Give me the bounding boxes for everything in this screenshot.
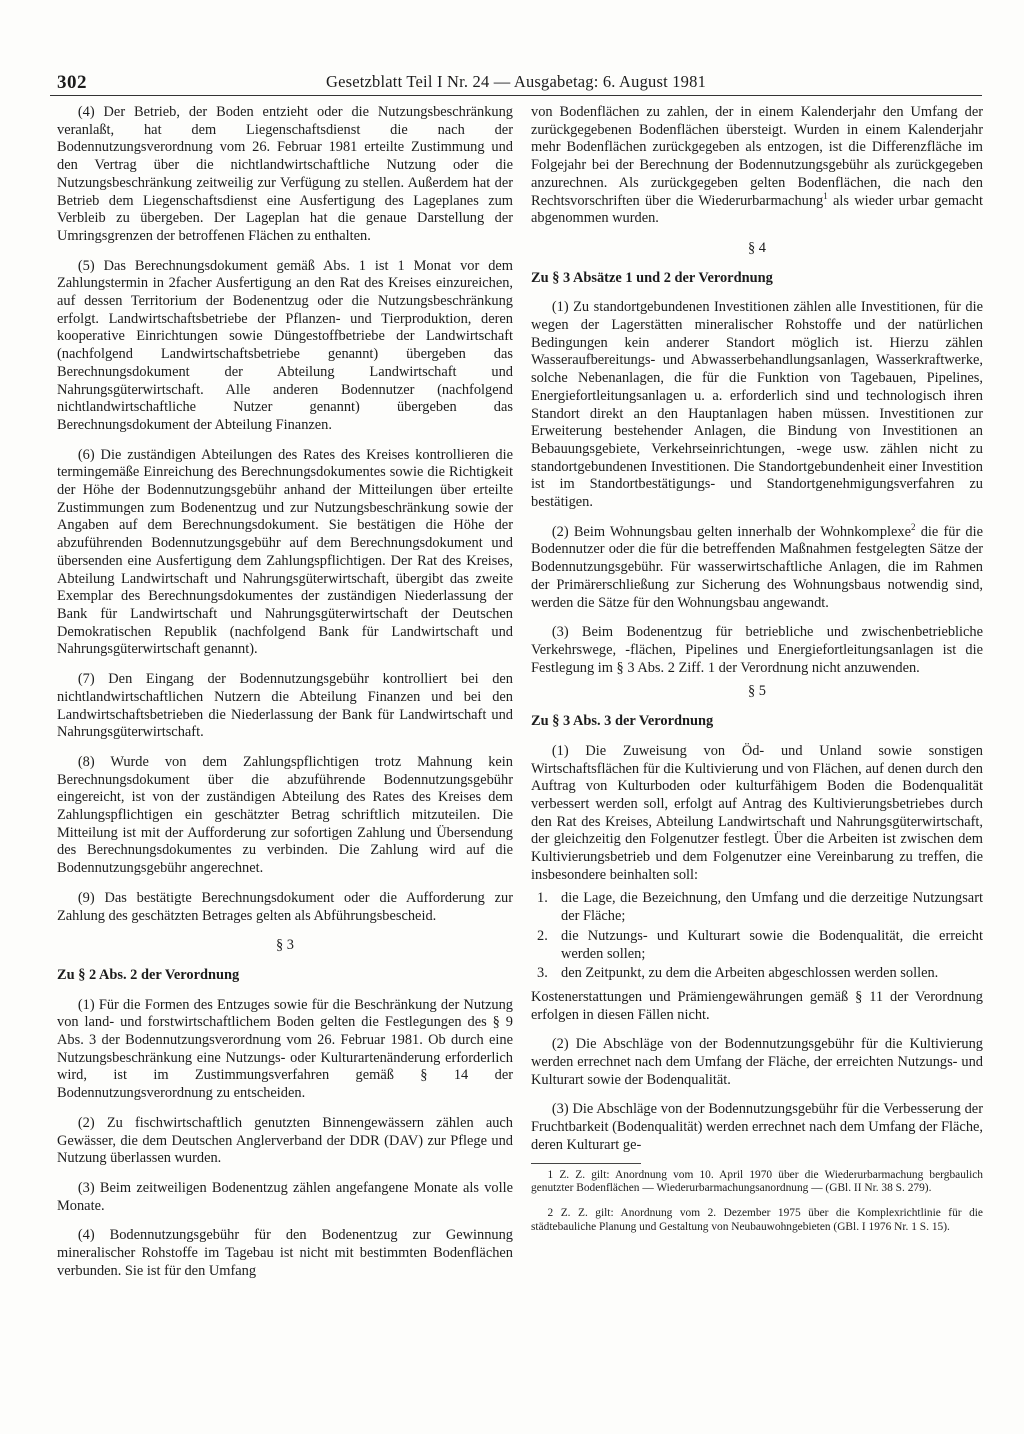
paragraph-3-2: (2) Zu fischwirtschaftlich genutzten Binnengewässern zählen auch Gewässer, die dem Deutschen Anglerverband der DDR (DAV) zur Pflege und Nutzung überlassen wurden. <box>57 1114 513 1167</box>
section-5-heading: § 5 <box>748 683 766 700</box>
section-4-heading: § 4 <box>748 239 766 256</box>
footnote-marker-1: 1 <box>823 190 828 201</box>
footnote-2: 2 Z. Z. gilt: Anordnung vom 2. Dezember 1975 über die Komplexrichtlinie für die städtebauliche Planung und Gestaltung von Neubauwohngebieten (GBl. I 1976 Nr. 1 S. 15). <box>531 1207 983 1233</box>
list-item <box>531 928 983 963</box>
paragraph-4-2 <box>531 521 983 613</box>
section-3-subheading: Zu § 2 Abs. 2 der Verordnung <box>57 966 240 983</box>
paragraph-2-9: (9) Das bestätigte Berechnungsdokument oder die Aufforderung zur Zahlung des geschätzten Betrages gelten als Abführungsbescheid. <box>57 889 513 924</box>
header-rule <box>50 95 982 96</box>
left-column <box>57 104 513 1292</box>
list-item-number: 3. <box>537 965 548 982</box>
paragraph-4-2-text-b: die für die Bodennutzer oder die für die betreffenden Maßnahmen festgelegten Sätze der Bodennutzungsgebühr. Für wasserwirtschaftliche Anlagen, die im Rahmen der Primärerschließung zur Sicherung des Wohnungsbaus notwendig sind, werden die Sätze für den Wohnungsbau angewandt. <box>531 523 983 611</box>
paragraph-3-3: (3) Beim zeitweiligen Bodenentzug zählen angefangene Monate als volle Monate. <box>57 1179 513 1214</box>
page-number: 302 <box>57 72 87 93</box>
section-4-subheading: Zu § 3 Absätze 1 und 2 der Verordnung <box>531 269 773 286</box>
paragraph-5-3: (3) Die Abschläge von der Bodennutzungsgebühr für die Verbesserung der Fruchtbarkeit (Bodenqualität) werden errechnet nach dem Umfang der Fläche, deren Kulturart ge- <box>531 1101 983 1153</box>
footnote-1: 1 Z. Z. gilt: Anordnung vom 10. April 1970 über die Wiederurbarmachung bergbaulich genutzter Bodenflächen — Wiederurbarmachungsanordnung — (GBl. II Nr. 38 S. 279). <box>531 1168 983 1194</box>
paragraph-2-4: (4) Der Betrieb, der Boden entzieht oder die Nutzungsbeschränkung veranlaßt, hat dem Liegenschaftsdienst die nach der Bodennutzungsverordnung vom 26. Februar 1981 erteilte Zustimmung und den Vertrag über die nichtlandwirtschaftliche Nutzung oder die Nutzungsbeschränkung zeitweilig zur Verfügung zu stellen. Außerdem hat der Betrieb dem Liegenschaftsdienst eine Ausfertigung des Lageplanes zum Verbleib zu übergeben. Der Lageplan hat die genaue Darstellung der Umringsgrenzen der betroffenen Flächen zu enthalten. <box>57 104 513 244</box>
gazette-title: Gesetzblatt Teil I Nr. 24 — Ausgabetag: 6. August 1981 <box>325 72 707 91</box>
right-column <box>531 104 983 1246</box>
paragraph-2-5: (5) Das Berechnungsdokument gemäß Abs. 1 ist 1 Monat vor dem Zahlungstermin in 2facher Ausfertigung an den Rat des Kreises einzureichen, auf dessen Territorium der Bodenentzug oder die Nutzungsbeschränkung erfolgt. Landwirtschaftsbetriebe der Pflanzen- und Tierproduktion, deren kooperative Einrichtungen sowie Düngestoffbetriebe der Landwirtschaft (nachfolgend Landwirtschaftsbetriebe genannt) übergeben das Berechnungsdokument der Abteilung Landwirtschaft und Nahrungsgüterwirtschaft. Alle anderen Bodennutzer (nachfolgend nichtlandwirtschaftliche Nutzer genannt) übergeben das Berechnungsdokument der Abteilung Finanzen. <box>57 257 513 433</box>
page-header <box>50 70 982 96</box>
paragraph-4-2-text-a: (2) Beim Wohnungsbau gelten innerhalb der Wohnkomplexe <box>551 523 912 540</box>
list-item-number: 2. <box>537 927 548 944</box>
numbered-list <box>531 890 983 983</box>
list-item <box>531 965 983 983</box>
paragraph-5-1-closing: Kostenerstattungen und Prämiengewährungen gemäß § 11 der Verordnung erfolgen in diesen Fällen nicht. <box>531 988 983 1023</box>
list-item-number: 1. <box>537 890 548 907</box>
paragraph-3-1: (1) Für die Formen des Entzuges sowie für die Beschränkung der Nutzung von land- und forstwirtschaftlichem Boden gelten die Festlegungen des § 9 Abs. 3 der Bodennutzungsverordnung vom 26. Februar 1981. Ob durch eine Nutzungsbeschränkung eine Nutzungs- oder Kulturartenänderung erforderlich wird, ist im Zustimmungsverfahren gemäß § 14 der Bodennutzungsverordnung zu entscheiden. <box>57 996 513 1102</box>
continued-text-a: von Bodenflächen zu zahlen, der in einem Kalenderjahr den Umfang der zurückgegebenen Bodenflächen übersteigt. Wurden in einem Kalenderjahr mehr Bodenflächen zurückgegeben als entzogen, ist die Differenzfläche im Folgejahr bei der Berechnung der Bodennutzungsgebühr als zurückgegeben anzurechnen. Als zurückgegeben gelten Bodenflächen, die nach den Rechtsvorschriften über die Wiederurbarmachung <box>531 104 983 209</box>
paragraph-2-6: (6) Die zuständigen Abteilungen des Rates des Kreises kontrollieren die termingemäße Einreichung des Berechnungsdokumentes sowie die Richtigkeit der Höhe der Bodennutzungsgebühr anhand der Mitteilungen über erteilte Zustimmungen zum Bodenentzug und zur Nutzungsbeschränkung sowie der Angaben auf dem Berechnungsdokument. Sie bestätigen die Höhe der abzuführenden Bodennutzungsgebühr auf dem Berechnungsdokument und übersenden eine Ausfertigung dem Zahlungspflichtigen. Der Rat des Kreises, Abteilung Landwirtschaft und Nahrungsgüterwirtschaft, übergibt das zweite Exemplar des Berechnungsdokumentes der zuständigen Niederlassung der Bank für Landwirtschaft und Nahrungsgüterwirtschaft der Deutschen Demokratischen Republik (nachfolgend Bank für Landwirtschaft und Nahrungsgüterwirtschaft genannt). <box>57 446 513 658</box>
list-item-text: die Lage, die Bezeichnung, den Umfang und die derzeitige Nutzungsart der Fläche; <box>561 890 983 925</box>
section-5-subheading: Zu § 3 Abs. 3 der Verordnung <box>531 713 714 730</box>
paragraph-2-8: (8) Wurde von dem Zahlungspflichtigen trotz Mahnung kein Berechnungsdokument über die abzuführende Bodennutzungsgebühr eingereicht, ist von der zuständigen Abteilung des Rates des Kreises dem Zahlungspflichtigen ein geschätzter Betrag schriftlich mitzuteilen. Die Mitteilung ist mit der Aufforderung zur sofortigen Zahlung und Übersendung des Berechnungsdokumentes zu verbinden. Die Zahlung wird auf die Bodennutzungsgebühr angerechnet. <box>57 753 513 877</box>
list-item-text: den Zeitpunkt, zu dem die Arbeiten abgeschlossen werden sollen. <box>561 965 939 982</box>
paragraph-3-4-continued <box>531 104 983 228</box>
footnote-marker-2: 2 <box>911 521 916 532</box>
continued-text-b: als wieder urbar gemacht abgenommen wurden. <box>531 192 983 227</box>
list-item-text: die Nutzungs- und Kulturart sowie die Bodenqualität, die erreicht werden sollen; <box>561 927 983 962</box>
paragraph-2-7: (7) Den Eingang der Bodennutzungsgebühr kontrolliert bei den nichtlandwirtschaftlichen Nutzern die Abteilung Finanzen und bei den Landwirtschaftsbetrieben die Niederlassung der Bank für Landwirtschaft und Nahrungsgüterwirtschaft. <box>57 671 513 741</box>
paragraph-3-4: (4) Bodennutzungsgebühr für den Bodenentzug zur Gewinnung mineralischer Rohstoffe im Tagebau ist nicht mit bestimmten Bodenflächen verbunden. Sie ist für den Umfang <box>57 1227 513 1279</box>
footnote-rule <box>531 1163 641 1164</box>
paragraph-5-1: (1) Die Zuweisung von Öd- und Unland sowie sonstigen Wirtschaftsflächen für die Kultivierung und von Flächen, auf denen durch den Auftrag von Kulturboden oder kulturfähigem Boden die Bodenqualität verbessert werden soll, erfolgt auf Antrag des Kultivierungsbetriebes durch den Rat des Kreises, Abteilung Landwirtschaft und Nahrungsgüterwirtschaft, der gleichzeitig den Folgenutzer festlegt. Über die Arbeiten ist zwischen dem Kultivierungsbetrieb und dem Folgenutzer eine Vereinbarung zu treffen, die insbesondere beinhalten soll: <box>531 742 983 883</box>
paragraph-5-2: (2) Die Abschläge von der Bodennutzungsgebühr für die Kultivierung werden errechnet nach dem Umfang der Fläche, der erreichten Nutzungs- und Kulturart sowie der Bodenqualität. <box>531 1036 983 1088</box>
section-3-heading: § 3 <box>276 937 294 954</box>
paragraph-4-1: (1) Zu standortgebundenen Investitionen zählen alle Investitionen, für die wegen der Lagerstätten mineralischer Rohstoffe und der natürlichen Bedingungen kein anderer Standort möglich ist. Hierzu zählen Wasseraufbereitungs- und Abwasserbehandlungsanlagen, Wasserkraftwerke, solche Nebenanlagen, die für die Funktion von Tagebauen, Pipelines, Energiefortleitungsanlagen u. a. erforderlich sind und technologisch ihren Standort direkt an den Hauptanlagen haben müssen. Investitionen zur Erweiterung bestehender Anlagen, die Bindung von Investitionen an Bebauungsgebiete, Verkehrseinrichtungen, -wege usw. zählen nicht zu standortgebundenen Investitionen. Die Standortgebundenheit einer Investition ist im Standortbestätigungs- und Standortgenehmigungsverfahren zu bestätigen. <box>531 299 983 511</box>
list-item <box>531 890 983 925</box>
paragraph-4-3: (3) Beim Bodenentzug für betriebliche und zwischenbetriebliche Verkehrswege, -flächen, Pipelines und Energiefortleitungsanlagen ist die Festlegung im § 3 Abs. 2 Ziff. 1 der Verordnung nicht anzuwenden. <box>531 624 983 676</box>
